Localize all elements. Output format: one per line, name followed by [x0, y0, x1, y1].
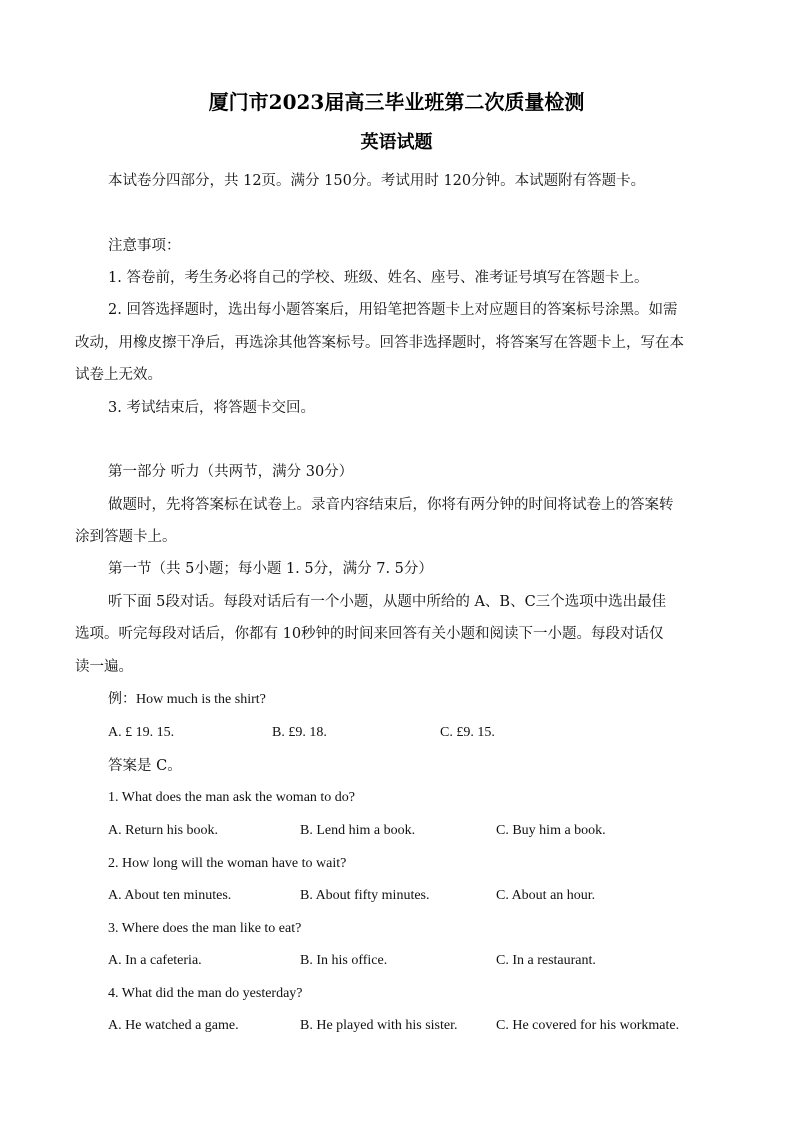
notice-item-2-line-3: 试卷上无效。 — [75, 367, 162, 383]
question-4-option-b: B. He played with his sister. — [300, 1018, 458, 1033]
exam-title: 厦门市2023届高三毕业班第二次质量检测 — [208, 90, 585, 114]
question-2-option-b: B. About fifty minutes. — [300, 888, 430, 903]
notice-item-3: 3. 考试结束后，将答题卡交回。 — [108, 400, 315, 416]
question-2-option-c: C. About an hour. — [496, 888, 596, 903]
notice-item-2-line-2: 改动，用橡皮擦干净后，再选涂其他答案标号。回答非选择题时，将答案写在答题卡上，写在本 — [75, 335, 684, 351]
part1-heading: 第一部分 听力（共两节，满分 30分） — [108, 464, 354, 480]
notice-item-2-line-1: 2. 回答选择题时，选出每小题答案后，用铅笔把答题卡上对应题目的答案标号涂黑。如需 — [108, 302, 678, 318]
question-2: 2. How long will the woman have to wait? — [108, 856, 347, 871]
question-1-option-b: B. Lend him a book. — [300, 823, 416, 838]
example-question: 例：How much is the shirt? — [108, 692, 266, 707]
question-1-option-c: C. Buy him a book. — [496, 823, 606, 838]
question-4: 4. What did the man do yesterday? — [108, 986, 303, 1001]
part1-instruction-line-2: 涂到答题卡上。 — [75, 529, 177, 545]
exam-intro: 本试卷分四部分，共 12页。满分 150分。考试用时 120分钟。本试题附有答题卡。 — [108, 173, 646, 189]
example-option-c: C. £9. 15. — [440, 725, 495, 740]
example-answer: 答案是 C。 — [108, 758, 182, 774]
section1-instruction-line-1: 听下面 5段对话。每段对话后有一个小题，从题中所给的 A、B、C三个选项中选出最佳 — [108, 594, 667, 610]
question-4-option-c: C. He covered for his workmate. — [496, 1018, 680, 1033]
section1-heading: 第一节（共 5小题；每小题 1. 5分，满分 7. 5分） — [108, 561, 433, 577]
question-3-option-b: B. In his office. — [300, 953, 388, 968]
question-3-option-c: C. In a restaurant. — [496, 953, 596, 968]
question-2-option-a: A. About ten minutes. — [108, 888, 232, 903]
question-1: 1. What does the man ask the woman to do? — [108, 790, 356, 805]
notice-item-1: 1. 答卷前，考生务必将自己的学校、班级、姓名、座号、准考证号填写在答题卡上。 — [108, 270, 649, 286]
question-1-option-a: A. Return his book. — [108, 823, 219, 838]
question-3-option-a: A. In a cafeteria. — [108, 953, 202, 968]
question-4-option-a: A. He watched a game. — [108, 1018, 239, 1033]
exam-subtitle: 英语试题 — [360, 132, 433, 153]
example-option-b: B. £9. 18. — [272, 725, 327, 740]
part1-instruction-line-1: 做题时，先将答案标在试卷上。录音内容结束后，你将有两分钟的时间将试卷上的答案转 — [108, 497, 674, 513]
section1-instruction-line-3: 读一遍。 — [75, 659, 133, 675]
question-3: 3. Where does the man like to eat? — [108, 921, 302, 936]
example-option-a: A. £ 19. 15. — [108, 725, 175, 740]
section1-instruction-line-2: 选项。听完每段对话后，你都有 10秒钟的时间来回答有关小题和阅读下一小题。每段对话仅 — [75, 626, 664, 642]
notice-heading: 注意事项： — [108, 238, 181, 254]
